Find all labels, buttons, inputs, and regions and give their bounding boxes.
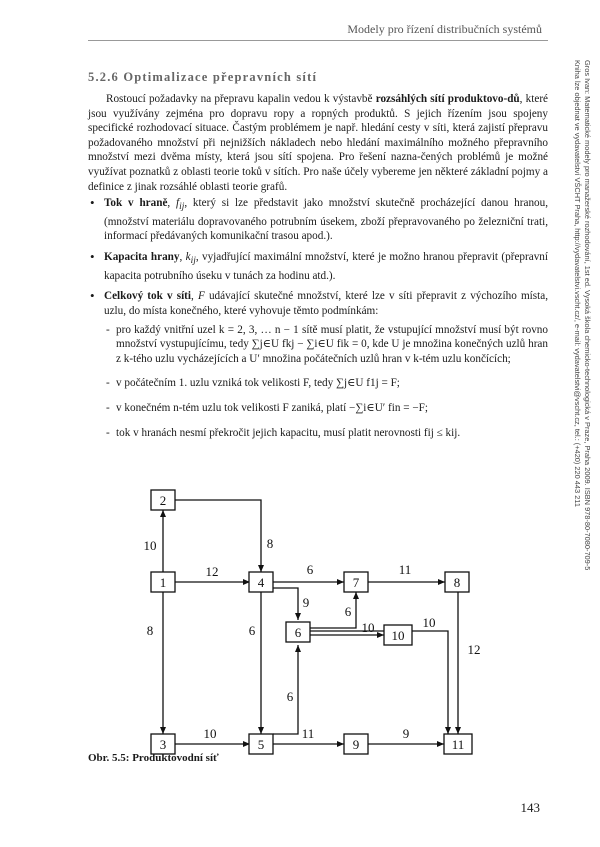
node-label: 10 [391, 628, 405, 643]
running-head: Modely pro řízení distribučních systémů [347, 22, 542, 36]
edge-capacity-label: 10 [422, 615, 436, 630]
definition-item: • Celkový tok v síti, F udávající skutečné množství, které lze v síti přepravit z výchozího místa, uzlu, do místa konečného, které vyhovuje těmto podmínkám: - pro každý vnitřní uzel k = 2, 3, … n − 1 sítě musí platit, že vstupující množství musí být rovno množství vystupujícímu, tedy ∑j∈U fkj − ∑i∈U fik = 0, kde U je množina konečných uzlů hran z k-tého uzlu vycházejících a U′ množina počátečních uzlů hran v k-tém uzlu končících; - v počátečním 1. uzlu vzniká tok velikosti F, tedy ∑j∈U f1j = F; - v konečném n-tém uzlu tok velikosti F zaniká, platí −∑i∈U′ fin = −F; - tok v hranách nesmí překročit jejich kapacitu, musí platit nerovnosti fij ≤ kij. [88, 289, 548, 440]
header-rule [88, 40, 548, 41]
condition-item: - tok v hranách nesmí překročit jejich kapacitu, musí platit nerovnosti fij ≤ kij. [104, 426, 548, 441]
edge-capacity-label: 10 [361, 620, 375, 635]
edge-capacity-label: 8 [146, 623, 154, 638]
section-title: 5.2.6 Optimalizace přepravních sítí [88, 70, 318, 84]
definition-list [88, 196, 548, 450]
definition-text: , který si lze představit jako množství skutečně procházející danou hranou, (množství materiálu dopravovaného potrubním úsekem, zboží přepravovaného po železniční trati, informací předávaných komunikační trasou apod.). [104, 197, 549, 243]
edge-capacity-label: 10 [203, 726, 217, 741]
edge-capacity-label: 8 [266, 536, 274, 551]
node-label: 1 [159, 575, 167, 590]
edge-capacity-label: 6 [344, 604, 352, 619]
edge-2-4 [175, 500, 261, 572]
page-number: 143 [520, 800, 540, 815]
node-label: 9 [352, 737, 360, 752]
copyright-sidebar [572, 60, 592, 760]
definition-symbol: f [176, 197, 180, 209]
edge-4-6 [273, 588, 298, 620]
intro-bold-term: rozsáhlých sítí produktovo-dů [375, 93, 520, 105]
edge-capacity-label: 6 [248, 623, 256, 638]
node-label: 4 [257, 575, 265, 590]
edge-capacity-label: 10 [143, 538, 157, 553]
edge-capacity-label: 6 [286, 689, 294, 704]
node-label: 8 [453, 575, 461, 590]
intro-text-b: , které jsou využívány zejména pro dopravu ropy a ropných produktů. S jejich řízením jsou spojeny specifické rozhodovací situace. Častým problémem je např. hledání cesty v síti, která zajistí přepravu požadovaného množství při nejnižších nákladech nebo hledání maximálního možného přepravního množství mezi dvěma místy, která jsou sítí spojena. Pro řešení nazna-čených problémů je možné využívat poznatků z oblasti teorie toků v sítích. Pro naše účely vybereme jen některé základní pojmy a definice z jinak rozsáhlé oblasti teorie grafů. [88, 93, 549, 193]
edge-capacity-label: 12 [467, 642, 481, 657]
sidebar-line: Kniha lze objednat ve vydavatelství VŠCHT Praha, http://vydavatelstvi.vscht.cz/, e-mail: vydavatelstvi@vscht.cz, tel.: (+420) 220 443 211 [573, 60, 582, 507]
edge-5-6 [273, 645, 298, 734]
edge-6-11 [310, 631, 448, 734]
definition-term: Kapacita hrany [104, 251, 180, 264]
condition-item: - v konečném n-tém uzlu tok velikosti F zaniká, platí −∑i∈U′ fin = −F; [104, 401, 548, 416]
figure-caption: Obr. 5.5: Produktovodní síť [88, 752, 219, 764]
definition-text: udávající skutečné množství, které lze v síti přepravit z výchozího místa, uzlu, do místa konečného, které vyhovuje těmto podmínkám: [104, 290, 548, 318]
condition-item: - v počátečním 1. uzlu vzniká tok velikosti F, tedy ∑j∈U f1j = F; [104, 376, 548, 391]
definition-subscript: ij [179, 202, 185, 213]
network-diagram [140, 488, 490, 752]
node-label: 2 [159, 493, 167, 508]
sidebar-line: Gros Ivan: Matematické modely pro manažerské rozhodování, 1st ed. Vysoká škola chemicko-technologická v Praze, Praha 2009. ISBN 978-80-7080-709-5 [583, 60, 592, 571]
node-label: 3 [159, 737, 167, 752]
edge-capacity-label: 9 [402, 726, 410, 741]
condition-item: - pro každý vnitřní uzel k = 2, 3, … n − 1 sítě musí platit, že vstupující množství musí být rovno množství vystupujícímu, tedy ∑j∈U fkj − ∑i∈U fik = 0, kde U je množina konečných uzlů hran z k-tého uzlu vycházejících a U′ množina počátečních uzlů hran v k-tém uzlu končících; [104, 323, 548, 367]
definition-text: , vyjadřující maximální množství, které je možno hranou přepravit (přepravní kapacita potrubního úseku v tunách za hodinu atd.). [104, 251, 549, 282]
definition-item: • Tok v hraně, $f_{ij}$, který si lze představit jako množství skutečně procházející danou hranou, (množství materiálu dopravovaného potrubním úsekem, zboží přepravovaného po železniční trati, informací předávaných komunikační trasou apod.). [88, 196, 548, 244]
intro-text-a: Rostoucí požadavky na přepravu kapalin vedou k výstavbě [106, 93, 376, 105]
edge-capacity-label: 11 [398, 562, 412, 577]
definition-subscript: ij [190, 256, 196, 267]
node-label: 7 [352, 575, 360, 590]
definition-item: • Kapacita hrany, $k_{ij}$, vyjadřující maximální množství, které je možno hranou přepravit (přepravní kapacita potrubního úseku v tunách za hodinu atd.). [88, 250, 548, 283]
node-label: 6 [294, 625, 302, 640]
edge-capacity-label: 6 [306, 562, 314, 577]
definition-term: Tok v hraně [104, 197, 168, 209]
edge-capacity-label: 9 [302, 595, 310, 610]
definition-symbol: k [185, 251, 191, 264]
node-label: 5 [257, 737, 265, 752]
definition-term: Celkový tok v síti [104, 290, 192, 303]
definition-symbol: F [197, 290, 205, 303]
node-label: 11 [451, 737, 465, 752]
edge-capacity-label: 12 [205, 564, 219, 579]
intro-paragraph [88, 92, 548, 194]
condition-list [104, 323, 548, 441]
edge-capacity-label: 11 [301, 726, 315, 741]
